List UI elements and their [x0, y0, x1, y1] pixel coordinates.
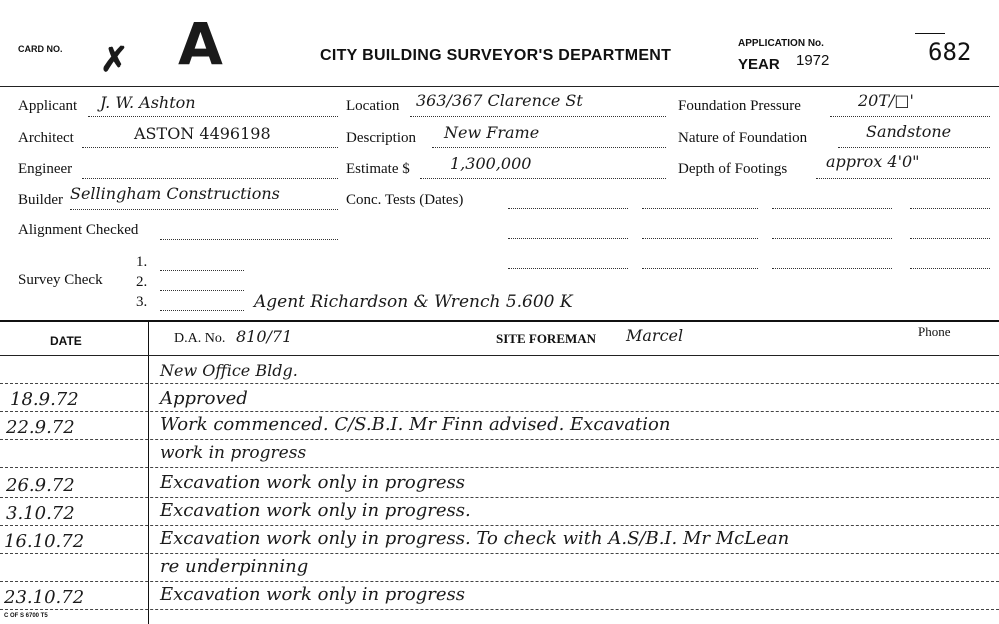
foundation-pressure-value: 20T/□': [858, 91, 914, 110]
header-divider: [0, 86, 999, 87]
year-value: 1972: [796, 52, 830, 69]
depth-footings-label: Depth of Footings: [678, 161, 788, 177]
log-row-8-text: Excavation work only in progress: [160, 584, 465, 605]
log-row-4-text: Excavation work only in progress: [160, 472, 465, 493]
description-label: Description: [346, 130, 416, 146]
nature-foundation-line: [838, 147, 990, 148]
date-header: DATE: [50, 334, 82, 348]
log-row-1-text: Approved: [160, 388, 248, 409]
survey-1: 1.: [136, 254, 148, 270]
conc-test-line-3: [772, 208, 892, 209]
conc-test-line-6: [642, 238, 758, 239]
location-label: Location: [346, 98, 400, 114]
survey-2: 2.: [136, 274, 148, 290]
estimate-value: 1,300,000: [450, 154, 532, 173]
foundation-pressure-label: Foundation Pressure: [678, 98, 801, 114]
log-row-4-date: 26.9.72: [6, 475, 75, 496]
row-line-9: [0, 609, 999, 610]
location-value: 363/367 Clarence St: [416, 91, 583, 110]
conc-test-line-10: [642, 268, 758, 269]
da-label: D.A. No.: [174, 331, 226, 346]
engineer-line: [82, 178, 338, 179]
conc-test-line-8: [910, 238, 990, 239]
date-column-divider: [148, 320, 149, 624]
application-number-overline: [915, 33, 945, 34]
application-number: 682: [928, 38, 972, 66]
log-row-0-text: New Office Bldg.: [160, 361, 298, 380]
log-row-6-date: 16.10.72: [4, 531, 85, 552]
log-row-8-date: 23.10.72: [4, 587, 85, 608]
log-header-bottom: [0, 355, 999, 356]
card-no-value: A: [178, 10, 223, 78]
conc-tests-label: Conc. Tests (Dates): [346, 192, 464, 208]
row-line-6: [0, 525, 999, 526]
architect-value: ASTON 4496198: [134, 124, 271, 143]
row-line-8: [0, 581, 999, 582]
conc-test-line-5: [508, 238, 628, 239]
card-no-label: CARD NO.: [18, 44, 63, 54]
row-line-2: [0, 411, 999, 412]
row-line-1: [0, 383, 999, 384]
survey-3-value: Agent Richardson & Wrench 5.600 K: [254, 292, 573, 312]
conc-test-line-7: [772, 238, 892, 239]
applicant-label: Applicant: [18, 98, 78, 114]
conc-test-line-2: [642, 208, 758, 209]
row-line-4: [0, 467, 999, 468]
depth-footings-line: [816, 178, 990, 179]
builder-line: [70, 209, 338, 210]
year-label: YEAR: [738, 56, 780, 73]
nature-foundation-value: Sandstone: [866, 122, 952, 141]
location-line: [410, 116, 666, 117]
nature-foundation-label: Nature of Foundation: [678, 130, 808, 146]
log-row-1-date: 18.9.72: [10, 389, 79, 410]
application-label: APPLICATION No.: [738, 38, 824, 49]
phone-label: Phone: [918, 324, 951, 339]
depth-footings-value: approx 4'0": [826, 152, 920, 171]
description-value: New Frame: [444, 123, 540, 142]
footer-code: C OF S 6700 T5: [4, 613, 48, 619]
log-row-7-text: re underpinning: [160, 556, 309, 577]
foundation-pressure-line: [830, 116, 990, 117]
builder-label: Builder: [18, 192, 63, 208]
conc-test-line-11: [772, 268, 892, 269]
conc-test-line-1: [508, 208, 628, 209]
row-line-7: [0, 553, 999, 554]
row-line-3: [0, 439, 999, 440]
conc-test-line-4: [910, 208, 990, 209]
description-line: [432, 147, 666, 148]
row-line-5: [0, 497, 999, 498]
scribble-mark: ✗: [100, 40, 129, 80]
log-row-5-text: Excavation work only in progress.: [160, 500, 471, 521]
survey-3-line: [160, 310, 244, 311]
builder-value: Sellingham Constructions: [70, 184, 280, 203]
log-row-2-text: Work commenced. C/S.B.I. Mr Finn advised. Excavation: [160, 414, 671, 435]
conc-test-line-9: [508, 268, 628, 269]
applicant-value: J. W. Ashton: [100, 93, 196, 112]
architect-label: Architect: [18, 130, 74, 146]
alignment-label: Alignment Checked: [18, 222, 139, 238]
log-row-5-date: 3.10.72: [6, 503, 75, 524]
applicant-line: [88, 116, 338, 117]
estimate-line: [420, 178, 666, 179]
conc-test-line-12: [910, 268, 990, 269]
estimate-label: Estimate $: [346, 161, 410, 177]
architect-line: [82, 147, 338, 148]
log-top-border: [0, 320, 999, 322]
survey-2-line: [160, 290, 244, 291]
log-row-2-date: 22.9.72: [6, 417, 75, 438]
engineer-label: Engineer: [18, 161, 73, 177]
alignment-line: [160, 239, 338, 240]
survey-1-line: [160, 270, 244, 271]
log-row-6-text: Excavation work only in progress. To check with A.S/B.I. Mr McLean: [160, 528, 790, 549]
log-row-3-text: work in progress: [160, 443, 307, 463]
department-title: CITY BUILDING SURVEYOR'S DEPARTMENT: [320, 47, 672, 64]
survey-3: 3.: [136, 294, 148, 310]
da-value: 810/71: [236, 327, 293, 346]
site-foreman-value: Marcel: [626, 326, 684, 345]
site-foreman-label: SITE FOREMAN: [496, 331, 597, 346]
survey-check-label: Survey Check: [18, 272, 103, 288]
